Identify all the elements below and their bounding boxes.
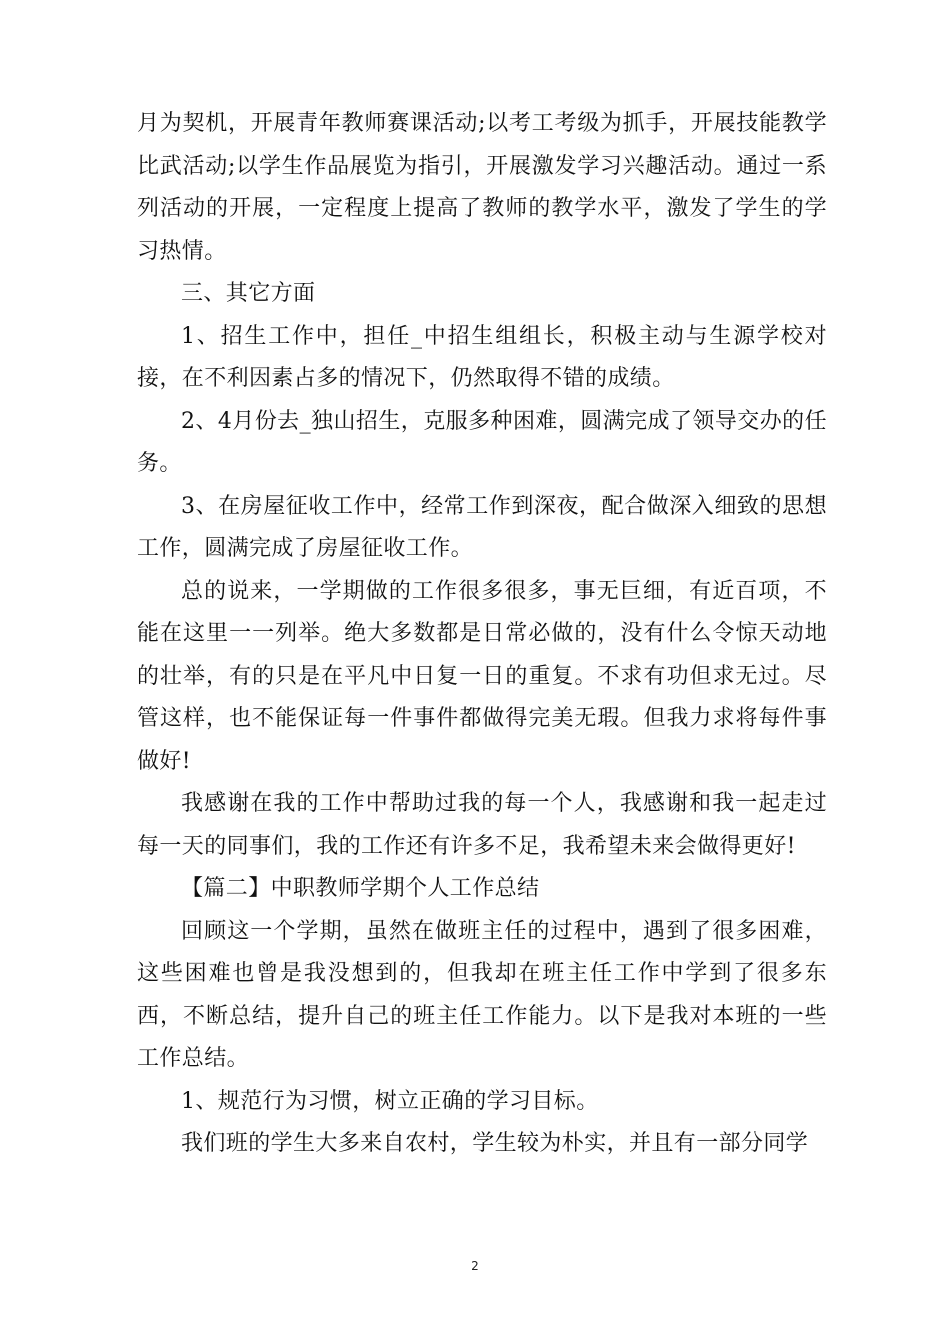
paragraph-students: 我们班的学生大多来自农村，学生较为朴实，并且有一部分同学 — [181, 1131, 809, 1156]
paragraph-behavior-habits: 1、规范行为习惯，树立正确的学习目标。 — [181, 1088, 599, 1114]
paragraph-review: 回顾这一个学期，虽然在做班主任的过程中，遇到了很多困难，这些困难也曾是我没想到的，但我却在班主任工作中学到了很多东西，不断总结，提升自己的班主任工作能力。以下是我对本班的一些工作总结。 — [137, 918, 827, 1071]
paragraph-thanks: 我感谢在我的工作中帮助过我的每一个人，我感谢和我一起走过每一天的同事们，我的工作还有许多不足，我希望未来会做得更好! — [137, 791, 827, 859]
paragraph-1: 月为契机，开展青年教师赛课活动;以考工考级为抓手，开展技能教学比武活动;以学生作品展览为指引，开展激发学习兴趣活动。通过一系列活动的开展，一定程度上提高了教师的教学水平，激发了学生的学习热情。 — [137, 111, 827, 264]
page-number: 2 — [471, 1259, 479, 1273]
section-heading-other-aspects: 三、其它方面 — [181, 281, 316, 306]
paragraph-summary: 总的说来，一学期做的工作很多很多，事无巨细，有近百项，不能在这里一一列举。绝大多数都是日常必做的，没有什么令惊天动地的壮举，有的只是在平凡中日复一日的重复。不求有功但求无过。尽管这样，也不能保证每一件事件都做得完美无瑕。但我力求将每件事做好! — [137, 578, 827, 774]
paragraph-enrollment: 1、招生工作中，担任_中招生组组长，积极主动与生源学校对接，在不利因素占多的情况下，仍然取得不错的成绩。 — [137, 323, 827, 391]
section-title-part-two: 【篇二】中职教师学期个人工作总结 — [181, 876, 540, 901]
document-body — [137, 103, 827, 1166]
paragraph-dushan-enrollment: 2、4月份去_独山招生，克服多种困难，圆满完成了领导交办的任务。 — [137, 408, 827, 476]
paragraph-house-expropriation: 3、在房屋征收工作中，经常工作到深夜，配合做深入细致的思想工作，圆满完成了房屋征收工作。 — [137, 493, 827, 561]
